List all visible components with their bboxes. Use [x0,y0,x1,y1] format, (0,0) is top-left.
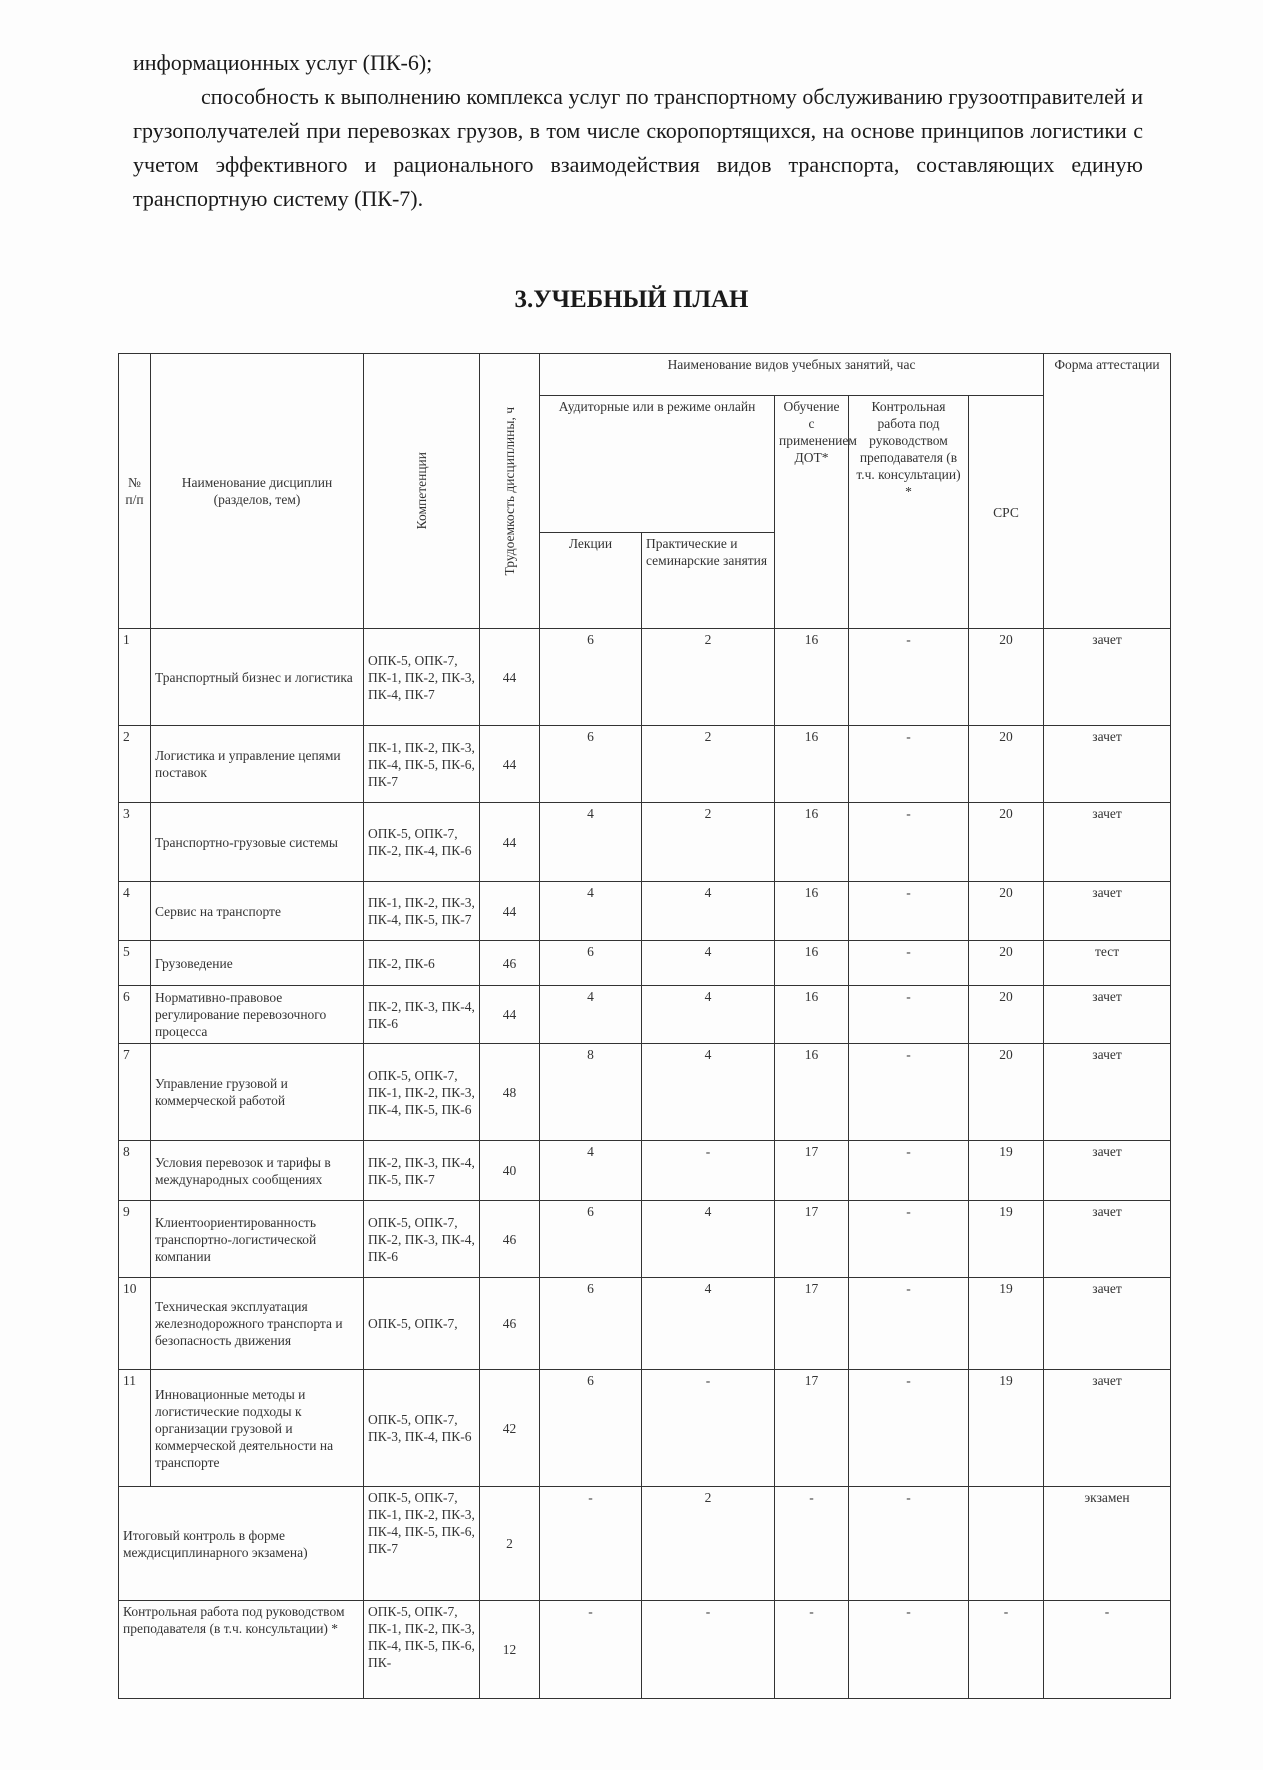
competencies: ОПК-5, ОПК-7, ПК-1, ПК-2, ПК-3, ПК-4, ПК-5, ПК-6, ПК-7 [364,1487,480,1601]
header-name: Наименование дисциплин (разделов, тем) [151,354,364,629]
total-hours: 44 [480,986,540,1044]
attestation-form: тест [1044,941,1171,986]
competencies: ПК-2, ПК-3, ПК-4, ПК-6 [364,986,480,1044]
row-number: 9 [119,1201,151,1278]
practice-hours: 4 [642,1201,775,1278]
dot-hours: 16 [775,629,849,726]
discipline-name: Нормативно-правовое регулирование перевозочного процесса [151,986,364,1044]
practice-hours: 4 [642,941,775,986]
discipline-name: Условия перевозок и тарифы в международных сообщениях [151,1141,364,1201]
discipline-name: Транспортно-грузовые системы [151,803,364,882]
lecture-hours: 6 [540,941,642,986]
intro-line: информационных услуг (ПК-6); [133,50,433,75]
discipline-name: Сервис на транспорте [151,882,364,941]
competencies: ОПК-5, ОПК-7, ПК-1, ПК-2, ПК-3, ПК-4, ПК-7 [364,629,480,726]
dot-hours: 16 [775,986,849,1044]
table-row [119,1044,1171,1141]
attestation-form: зачет [1044,882,1171,941]
srs-hours: 20 [969,803,1044,882]
practice-hours: 4 [642,882,775,941]
srs-hours: - [969,1601,1044,1699]
dot-hours: - [775,1601,849,1699]
competencies: ПК-2, ПК-3, ПК-4, ПК-5, ПК-7 [364,1141,480,1201]
practice-hours: - [642,1601,775,1699]
row-number: 11 [119,1370,151,1487]
competencies: ОПК-5, ОПК-7, ПК-1, ПК-2, ПК-3, ПК-4, ПК-5, ПК-6 [364,1044,480,1141]
section-title: 3.УЧЕБНЫЙ ПЛАН [514,286,749,313]
discipline-name: Клиентоориентированность транспортно-логистической компании [151,1201,364,1278]
row-number: 3 [119,803,151,882]
dot-hours: 16 [775,941,849,986]
total-hours: 42 [480,1370,540,1487]
dot-hours: 17 [775,1141,849,1201]
srs-hours: 20 [969,941,1044,986]
table-row [119,941,1171,986]
row-number: 1 [119,629,151,726]
total-hours: 46 [480,1278,540,1370]
dot-hours: 16 [775,1044,849,1141]
header-auditorium: Аудиторные или в режиме онлайн [540,396,775,533]
lecture-hours: - [540,1601,642,1699]
discipline-name: Логистика и управление цепями поставок [151,726,364,803]
srs-hours: 19 [969,1370,1044,1487]
control-work-hours: - [849,1044,969,1141]
lecture-hours: 6 [540,1201,642,1278]
total-hours: 44 [480,629,540,726]
srs-hours: 20 [969,882,1044,941]
practice-hours: 2 [642,1487,775,1601]
discipline-name: Управление грузовой и коммерческой работой [151,1044,364,1141]
practice-hours: - [642,1141,775,1201]
total-hours: 46 [480,941,540,986]
attestation-form: зачет [1044,726,1171,803]
attestation-form: зачет [1044,1141,1171,1201]
attestation-form: - [1044,1601,1171,1699]
summary-row [119,1487,1171,1601]
srs-hours: 20 [969,1044,1044,1141]
table-row [119,882,1171,941]
header-competencies: Компетенции [364,354,480,629]
header-lectures: Лекции [540,533,642,629]
competencies: ОПК-5, ОПК-7, ПК-1, ПК-2, ПК-3, ПК-4, ПК-5, ПК-6, ПК- [364,1601,480,1699]
total-hours: 12 [480,1601,540,1699]
dot-hours: - [775,1487,849,1601]
summary-name: Контрольная работа под руководством преподавателя (в т.ч. консультации) * [119,1601,364,1699]
dot-hours: 17 [775,1201,849,1278]
competencies: ОПК-5, ОПК-7, ПК-2, ПК-3, ПК-4, ПК-6 [364,1201,480,1278]
practice-hours: 4 [642,986,775,1044]
lecture-hours: 6 [540,629,642,726]
table-row [119,986,1171,1044]
row-number: 6 [119,986,151,1044]
competencies: ПК-1, ПК-2, ПК-3, ПК-4, ПК-5, ПК-7 [364,882,480,941]
control-work-hours: - [849,1278,969,1370]
row-number: 8 [119,1141,151,1201]
attestation-form: зачет [1044,629,1171,726]
control-work-hours: - [849,941,969,986]
lecture-hours: 8 [540,1044,642,1141]
competencies: ПК-2, ПК-6 [364,941,480,986]
control-work-hours: - [849,1370,969,1487]
table-row [119,629,1171,726]
total-hours: 48 [480,1044,540,1141]
srs-hours [969,1487,1044,1601]
practice-hours: 4 [642,1044,775,1141]
dot-hours: 16 [775,726,849,803]
header-control-work: Контрольная работа под руководством преподавателя (в т.ч. консультации) * [849,396,969,629]
row-number: 10 [119,1278,151,1370]
attestation-form: зачет [1044,986,1171,1044]
table-row [119,1201,1171,1278]
discipline-name: Техническая эксплуатация железнодорожного транспорта и безопасность движения [151,1278,364,1370]
table-row [119,803,1171,882]
discipline-name: Транспортный бизнес и логистика [151,629,364,726]
lecture-hours: 6 [540,726,642,803]
srs-hours: 19 [969,1141,1044,1201]
attestation-form: зачет [1044,803,1171,882]
competencies: ОПК-5, ОПК-7, ПК-3, ПК-4, ПК-6 [364,1370,480,1487]
control-work-hours: - [849,986,969,1044]
srs-hours: 19 [969,1201,1044,1278]
lecture-hours: 4 [540,1141,642,1201]
header-num: № п/п [119,354,151,629]
table-row [119,726,1171,803]
practice-hours: - [642,1370,775,1487]
practice-hours: 4 [642,1278,775,1370]
row-number: 5 [119,941,151,986]
table-row [119,1141,1171,1201]
competencies: ОПК-5, ОПК-7, ПК-2, ПК-4, ПК-6 [364,803,480,882]
dot-hours: 16 [775,882,849,941]
practice-hours: 2 [642,629,775,726]
control-work-hours: - [849,882,969,941]
attestation-form: зачет [1044,1278,1171,1370]
srs-hours: 19 [969,1278,1044,1370]
control-work-hours: - [849,726,969,803]
total-hours: 46 [480,1201,540,1278]
control-work-hours: - [849,803,969,882]
curriculum-table [118,353,1171,1699]
practice-hours: 2 [642,726,775,803]
row-number: 7 [119,1044,151,1141]
discipline-name: Инновационные методы и логистические подходы к организации грузовой и коммерческой деятельности на транспорте [151,1370,364,1487]
summary-row [119,1601,1171,1699]
header-form: Форма аттестации [1044,354,1171,629]
lecture-hours: 6 [540,1278,642,1370]
total-hours: 44 [480,803,540,882]
header-practice: Практические и семинарские занятия [642,533,775,629]
lecture-hours: 4 [540,803,642,882]
table-row [119,1278,1171,1370]
control-work-hours: - [849,1141,969,1201]
srs-hours: 20 [969,986,1044,1044]
header-srs: СРС [969,396,1044,629]
discipline-name: Грузоведение [151,941,364,986]
dot-hours: 17 [775,1370,849,1487]
lecture-hours: 4 [540,986,642,1044]
header-class-types: Наименование видов учебных занятий, час [540,354,1044,396]
table-row [119,1370,1171,1487]
control-work-hours: - [849,1487,969,1601]
competency-paragraph: способность к выполнению комплекса услуг по транспортному обслуживанию грузоотправителей и грузополучателей при перевозках грузов, в том числе скоропортящихся, на основе принципов логистики с учетом эффективного и рационального взаимодействия видов транспорта, составляющих единую транспортную систему (ПК-7). [133,84,1143,211]
row-number: 2 [119,726,151,803]
control-work-hours: - [849,1601,969,1699]
lecture-hours: - [540,1487,642,1601]
control-work-hours: - [849,1201,969,1278]
dot-hours: 16 [775,803,849,882]
total-hours: 40 [480,1141,540,1201]
total-hours: 44 [480,726,540,803]
total-hours: 44 [480,882,540,941]
control-work-hours: - [849,629,969,726]
srs-hours: 20 [969,629,1044,726]
attestation-form: зачет [1044,1201,1171,1278]
srs-hours: 20 [969,726,1044,803]
total-hours: 2 [480,1487,540,1601]
dot-hours: 17 [775,1278,849,1370]
practice-hours: 2 [642,803,775,882]
lecture-hours: 6 [540,1370,642,1487]
attestation-form: зачет [1044,1044,1171,1141]
lecture-hours: 4 [540,882,642,941]
summary-name: Итоговый контроль в форме междисциплинарного экзамена) [119,1487,364,1601]
competencies: ПК-1, ПК-2, ПК-3, ПК-4, ПК-5, ПК-6, ПК-7 [364,726,480,803]
header-dot: Обучение с применением ДОТ* [775,396,849,629]
attestation-form: экзамен [1044,1487,1171,1601]
header-hours: Трудоемкость дисциплины, ч [480,354,540,629]
competencies: ОПК-5, ОПК-7, [364,1278,480,1370]
row-number: 4 [119,882,151,941]
attestation-form: зачет [1044,1370,1171,1487]
